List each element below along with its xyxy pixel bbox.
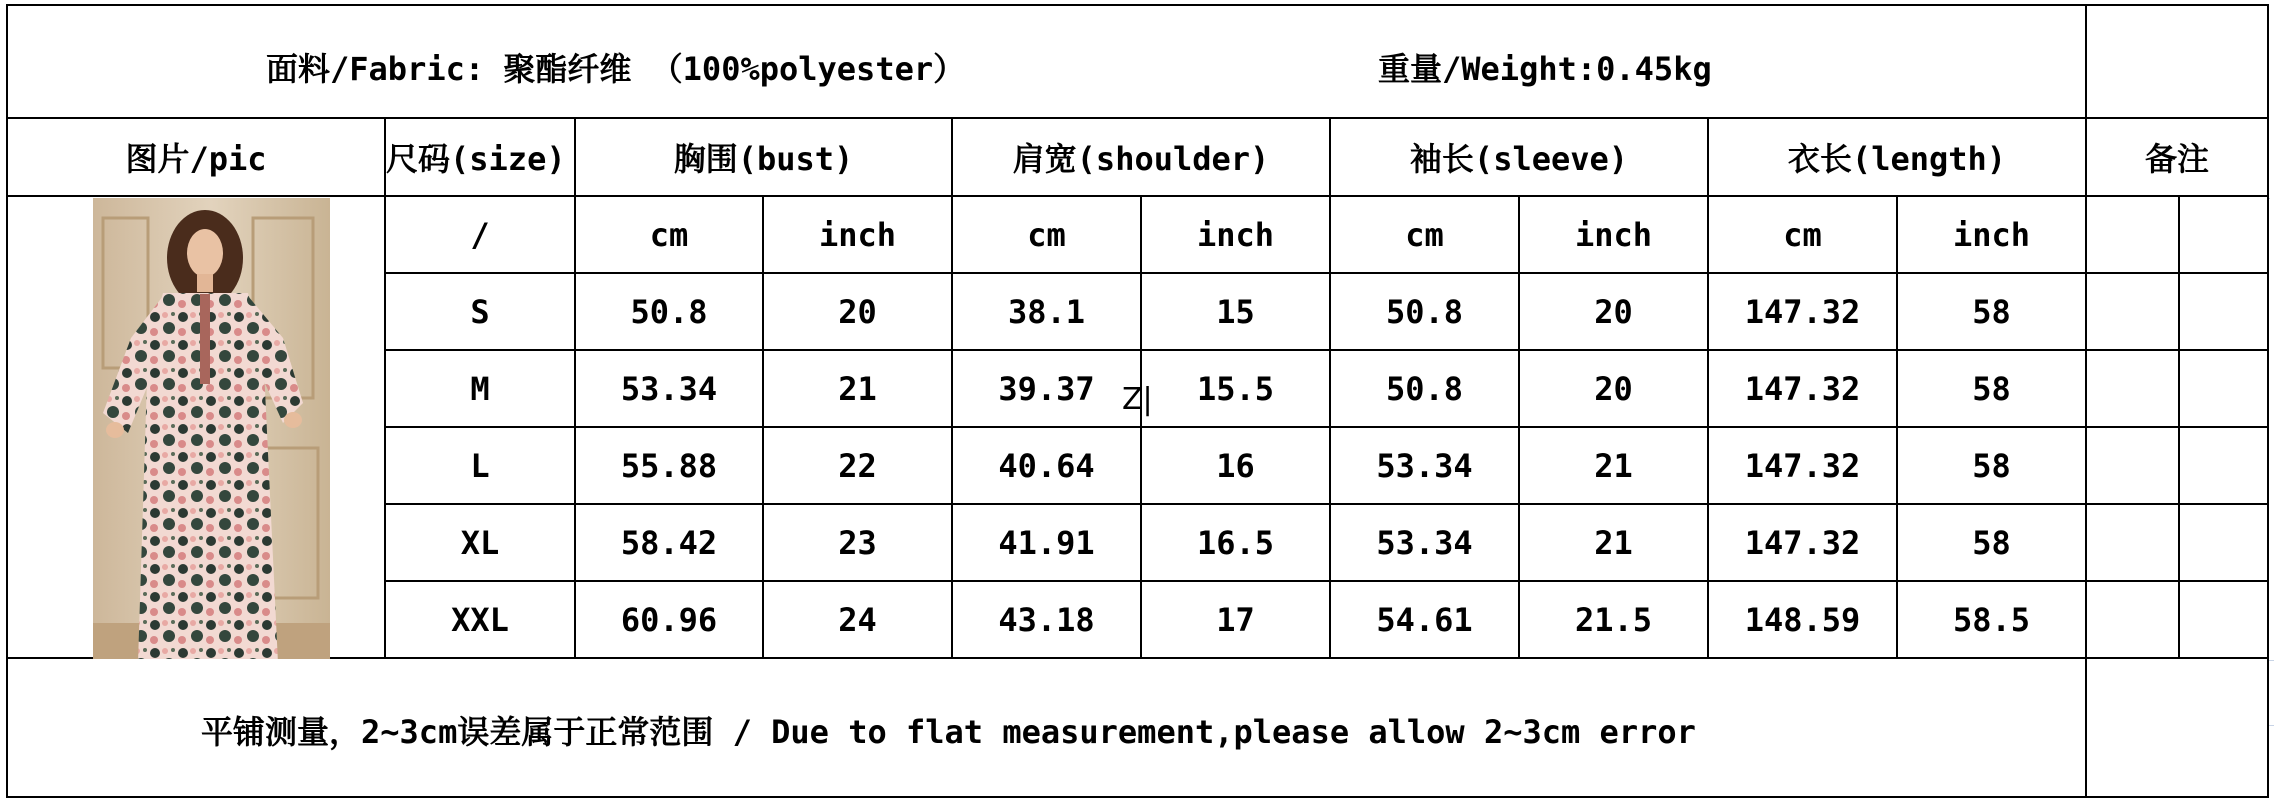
length-cm-cell[interactable]: 147.32 [1708, 350, 1897, 427]
footer-remarks-cell[interactable] [2086, 658, 2268, 797]
shoulder-cm-cell[interactable]: 38.1 [952, 273, 1141, 350]
unit-bust-inch[interactable]: inch [763, 196, 952, 273]
remarks-cell[interactable] [2179, 350, 2268, 427]
remarks-cell[interactable] [2086, 504, 2179, 581]
remarks-cell[interactable] [2086, 427, 2179, 504]
length-cm-cell[interactable]: 148.59 [1708, 581, 1897, 658]
shoulder-cm-cell[interactable]: 43.18 [952, 581, 1141, 658]
remarks-cell[interactable] [2179, 427, 2268, 504]
sleeve-inch-cell[interactable]: 20 [1519, 350, 1708, 427]
sleeve-cm-cell[interactable]: 53.34 [1330, 427, 1519, 504]
column-pic[interactable]: 图片/pic [7, 118, 385, 196]
bust-cm-cell[interactable]: 55.88 [575, 427, 763, 504]
length-cm-cell[interactable]: 147.32 [1708, 273, 1897, 350]
sleeve-cm-cell[interactable]: 54.61 [1330, 581, 1519, 658]
product-photo [93, 198, 330, 663]
dress-photo-icon [93, 198, 330, 663]
sleeve-inch-cell[interactable]: 21 [1519, 427, 1708, 504]
footer-row [7, 658, 2268, 797]
fabric-label: 面料/Fabric: 聚酯纤维 （100%polyester） [266, 50, 966, 88]
length-inch-cell[interactable]: 58 [1897, 427, 2086, 504]
length-inch-cell[interactable]: 58 [1897, 350, 2086, 427]
size-cell[interactable]: XL [385, 504, 575, 581]
sleeve-inch-cell[interactable]: 20 [1519, 273, 1708, 350]
shoulder-inch-cell[interactable]: 16 [1141, 427, 1330, 504]
remarks-cell[interactable] [2086, 350, 2179, 427]
photo-cell[interactable] [7, 196, 385, 658]
bust-inch-cell[interactable]: 23 [763, 504, 952, 581]
remarks-cell[interactable] [2179, 196, 2268, 273]
shoulder-cm-cell[interactable]: 41.91 [952, 504, 1141, 581]
remarks-cell[interactable] [2179, 273, 2268, 350]
column-shoulder[interactable]: 肩宽(shoulder) [952, 118, 1330, 196]
remarks-cell[interactable] [2179, 504, 2268, 581]
remarks-cell[interactable] [2086, 581, 2179, 658]
column-remarks[interactable]: 备注 [2086, 118, 2268, 196]
column-sleeve[interactable]: 袖长(sleeve) [1330, 118, 1708, 196]
sleeve-cm-cell[interactable]: 53.34 [1330, 504, 1519, 581]
unit-sleeve-inch[interactable]: inch [1519, 196, 1708, 273]
text-cursor-icon: Z| [1122, 382, 1153, 417]
unit-length-cm[interactable]: cm [1708, 196, 1897, 273]
weight-label: 重量/Weight:0.45kg [1378, 50, 1712, 88]
bust-cm-cell[interactable]: 58.42 [575, 504, 763, 581]
remarks-cell[interactable] [2179, 581, 2268, 658]
unit-size-slash[interactable]: / [385, 196, 575, 273]
bust-cm-cell[interactable]: 50.8 [575, 273, 763, 350]
unit-shoulder-inch[interactable]: inch [1141, 196, 1330, 273]
shoulder-cm-cell[interactable]: 39.37 [952, 350, 1141, 427]
column-title-row [7, 118, 2268, 196]
header-row [7, 5, 2268, 118]
footer-note-cell[interactable] [7, 658, 2086, 797]
unit-length-inch[interactable]: inch [1897, 196, 2086, 273]
bust-inch-cell[interactable]: 24 [763, 581, 952, 658]
bust-cm-cell[interactable]: 53.34 [575, 350, 763, 427]
shoulder-inch-cell[interactable]: 16.5 [1141, 504, 1330, 581]
bust-inch-cell[interactable]: 22 [763, 427, 952, 504]
length-inch-cell[interactable]: 58.5 [1897, 581, 2086, 658]
unit-bust-cm[interactable]: cm [575, 196, 763, 273]
unit-shoulder-cm[interactable]: cm [952, 196, 1141, 273]
sleeve-inch-cell[interactable]: 21.5 [1519, 581, 1708, 658]
units-row [7, 196, 2268, 273]
length-inch-cell[interactable]: 58 [1897, 504, 2086, 581]
shoulder-inch-cell[interactable]: 17 [1141, 581, 1330, 658]
length-cm-cell[interactable]: 147.32 [1708, 504, 1897, 581]
size-cell[interactable]: XXL [385, 581, 575, 658]
sleeve-cm-cell[interactable]: 50.8 [1330, 350, 1519, 427]
column-size[interactable]: 尺码(size) [385, 118, 575, 196]
remarks-header-blank[interactable] [2086, 5, 2268, 118]
unit-sleeve-cm[interactable]: cm [1330, 196, 1519, 273]
bust-cm-cell[interactable]: 60.96 [575, 581, 763, 658]
shoulder-cm-cell[interactable]: 40.64 [952, 427, 1141, 504]
measurement-note: 平铺测量，2~3cm误差属于正常范围 / Due to flat measurement,please allow 2~3cm error [201, 713, 1696, 751]
length-cm-cell[interactable]: 147.32 [1708, 427, 1897, 504]
sleeve-cm-cell[interactable]: 50.8 [1330, 273, 1519, 350]
bust-inch-cell[interactable]: 20 [763, 273, 952, 350]
column-bust[interactable]: 胸围(bust) [575, 118, 952, 196]
remarks-cell[interactable] [2086, 273, 2179, 350]
shoulder-inch-cell[interactable]: 15.5 [1141, 350, 1330, 427]
shoulder-inch-cell[interactable]: 15 [1141, 273, 1330, 350]
size-cell[interactable]: S [385, 273, 575, 350]
bust-inch-cell[interactable]: 21 [763, 350, 952, 427]
header-cell[interactable] [7, 5, 2086, 118]
size-cell[interactable]: M [385, 350, 575, 427]
length-inch-cell[interactable]: 58 [1897, 273, 2086, 350]
size-cell[interactable]: L [385, 427, 575, 504]
sleeve-inch-cell[interactable]: 21 [1519, 504, 1708, 581]
remarks-cell[interactable] [2086, 196, 2179, 273]
column-length[interactable]: 衣长(length) [1708, 118, 2086, 196]
